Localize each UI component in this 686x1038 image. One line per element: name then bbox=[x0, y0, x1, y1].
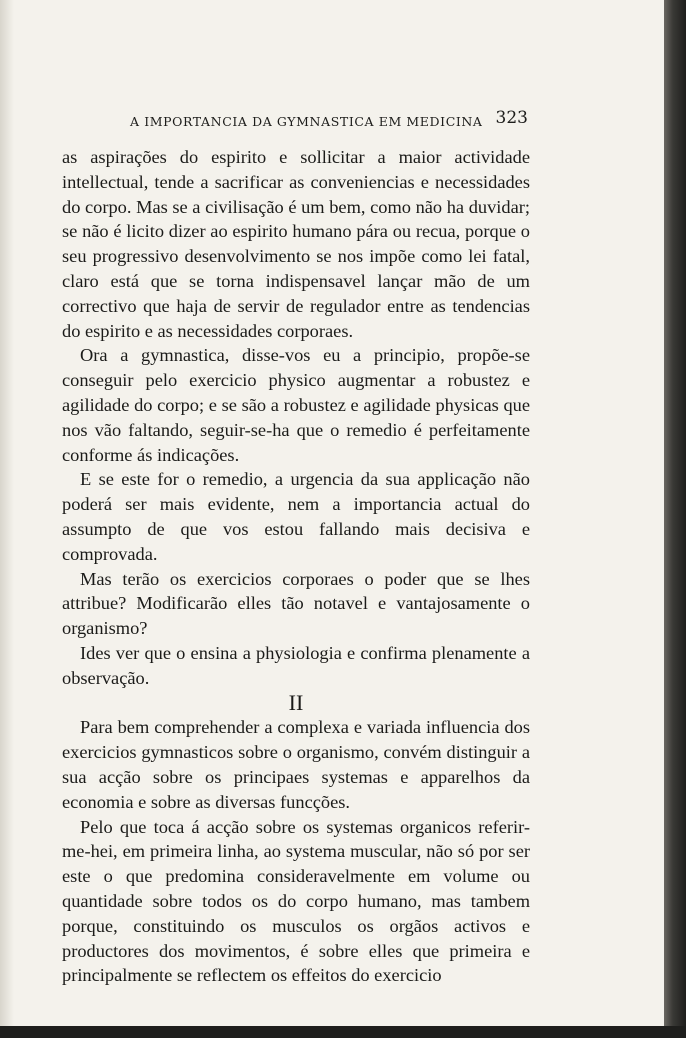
paragraph: Pelo que toca á acção sobre os systemas organicos referir-me-hei, em primeira linha, ao systema muscular, não só por ser este o que predomina consideravelmente em volume ou quantidade sobre todos os do corpo humano, mas tambem porque, constituindo os musculos os orgãos activos e productores dos movimentos, é sobre elles que primeira e principalmente se reflectem os effeitos do exercicio bbox=[62, 816, 530, 986]
section-heading: II bbox=[288, 689, 304, 715]
paragraph: Mas terão os exercicios corporaes o poder que se lhes attribue? Modificarão elles tão notavel e vantajosamente o organismo? bbox=[62, 568, 530, 639]
running-title: A IMPORTANCIA DA GYMNASTICA EM MEDICINA bbox=[130, 114, 483, 129]
gutter-shadow bbox=[0, 0, 14, 1026]
book-edge-bottom bbox=[0, 1026, 686, 1038]
paragraph: Ides ver que o ensina a physiologia e confirma plenamente a observação. bbox=[62, 642, 530, 688]
paragraph: Ora a gymnastica, disse-vos eu a principio, propõe-se conseguir pelo exercicio physico augmentar a robustez e agilidade do corpo; e se são a robustez e agilidade physicas que nos vão faltando, seguir-se-ha que o remedio é perfeitamente conforme ás indicações. bbox=[62, 345, 530, 465]
paragraph: Para bem comprehender a complexa e variada influencia dos exercicios gymnasticos sobre o organismo, convém distinguir a sua acção sobre os principaes systemas e apparelhos da economia e sobre as diversas funcções. bbox=[62, 717, 530, 812]
paragraph: as aspirações do espirito e sollicitar a maior actividade intellectual, tende a sacrificar as conveniencias e necessidades do corpo. Mas se a civilisação é um bem, como não ha duvidar; se não é licito dizer ao espirito humano pára ou recua, porque o seu progressivo desenvolvimento se nos impõe como lei fatal, claro está que se torna indispensavel lançar mão de um correctivo que haja de servir de regulador entre as tendencias do espirito e as necessidades corporaes. bbox=[62, 147, 530, 341]
book-edge-right bbox=[664, 0, 686, 1038]
page-number: 323 bbox=[495, 108, 528, 128]
paragraph: E se este for o remedio, a urgencia da sua applicação não poderá ser mais evidente, nem a importancia actual do assumpto de que vos estou fallando mais decisiva e comprovada. bbox=[62, 469, 530, 564]
page-header bbox=[62, 108, 530, 132]
page-body bbox=[62, 145, 530, 988]
